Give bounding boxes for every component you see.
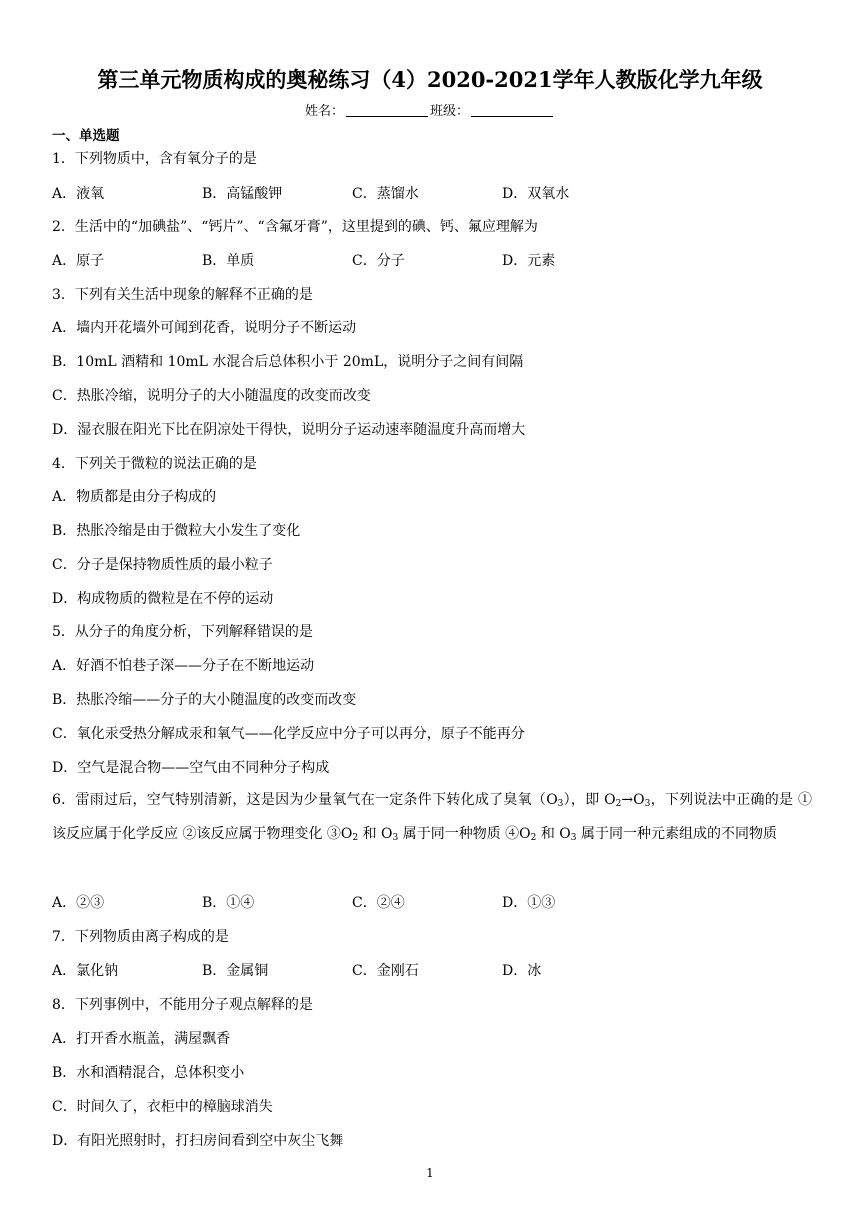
question-6-stem: 6．雷雨过后，空气特别清新，这是因为少量氧气在一定条件下转化成了臭氧$(O_3)$，即 $O_2\to O_3$，下列说法中正确的是 ①该反应属于化学反应 ②该反应属于物理变化 $③O_2$ 和 $O_3$ 属于同一种物质 $④O_2$ 和 $O_3$ 属于同一种元素组成的不同物质 [52,792,812,843]
question-4-option-b: B．热胀冷缩是由于微粒大小发生了变化 [52,523,301,539]
question-6-option-c: C．②④ [352,895,405,911]
question-4-stem: 4．下列关于微粒的说法正确的是 [52,456,257,472]
question-5-stem: 5．从分子的角度分析，下列解释错误的是 [52,624,313,640]
question-5-option-d: D．空气是混合物——空气由不同种分子构成 [52,760,330,776]
question-3-stem: 3．下列有关生活中现象的解释不正确的是 [52,287,313,303]
question-1-stem: 1．下列物质中，含有氧分子的是 [52,151,257,167]
question-1-option-d: D．双氧水 [502,186,570,202]
name-label: 姓名： [304,104,344,119]
question-8-option-c: C．时间久了，衣柜中的樟脑球消失 [52,1099,273,1115]
document-title: 第三单元物质构成的奥秘练习（4）2020-2021学年人教版化学九年级 [97,67,763,92]
question-8-stem: 8．下列事例中，不能用分子观点解释的是 [52,997,313,1013]
question-2-option-a: A．原子 [52,253,105,269]
question-8-option-b: B．水和酒精混合，总体积变小 [52,1065,245,1081]
class-blank[interactable] [471,104,553,117]
question-2-option-c: C．分子 [352,253,405,269]
question-3-option-a: A．墙内开花墙外可闻到花香，说明分子不断运动 [52,320,357,336]
name-blank[interactable] [346,104,428,117]
question-5-option-b: B．热胀冷缩——分子的大小随温度的改变而改变 [52,692,357,708]
question-3-option-c: C．热胀冷缩，说明分子的大小随温度的改变而改变 [52,388,371,404]
question-2-stem: 2．生活中的“加碘盐”、“钙片”、“含氟牙膏”，这里提到的碘、钙、氟应理解为 [52,219,538,235]
page-number: 1 [426,1166,434,1180]
question-8-option-d: D．有阳光照射时，打扫房间看到空中灰尘飞舞 [52,1133,344,1149]
question-6-option-b: B．①④ [202,895,255,911]
question-3-option-b: B．10mL 酒精和 10mL 水混合后总体积小于 20mL，说明分子之间有间隔 [52,354,524,370]
question-6-option-d: D．①③ [502,895,556,911]
question-7-option-b: B．金属铜 [202,963,269,979]
section-heading: 一、单选题 [52,128,120,144]
question-5-option-c: C．氧化汞受热分解成汞和氧气——化学反应中分子可以再分，原子不能再分 [52,726,525,742]
question-1-option-b: B．高锰酸钾 [202,186,283,202]
question-7-stem: 7．下列物质由离子构成的是 [52,929,229,945]
question-7-option-a: A．氯化钠 [52,963,119,979]
class-label: 班级： [430,104,470,119]
question-1-option-c: C．蒸馏水 [352,186,419,202]
question-3-option-d: D．湿衣服在阳光下比在阴凉处干得快，说明分子运动速率随温度升高而增大 [52,422,526,438]
question-2-option-d: D．元素 [502,253,556,269]
name-class-line [0,100,860,119]
question-8-option-a: A．打开香水瓶盖，满屋飘香 [52,1031,231,1047]
question-6-option-a: A．②③ [52,895,105,911]
question-1-option-a: A．液氧 [52,186,105,202]
question-4-option-d: D．构成物质的微粒是在不停的运动 [52,591,274,607]
question-7-option-c: C．金刚石 [352,963,419,979]
question-7-option-d: D．冰 [502,963,542,979]
question-2-option-b: B．单质 [202,253,255,269]
question-4-option-c: C．分子是保持物质性质的最小粒子 [52,557,273,573]
question-5-option-a: A．好酒不怕巷子深——分子在不断地运动 [52,658,315,674]
question-4-option-a: A．物质都是由分子构成的 [52,489,217,505]
